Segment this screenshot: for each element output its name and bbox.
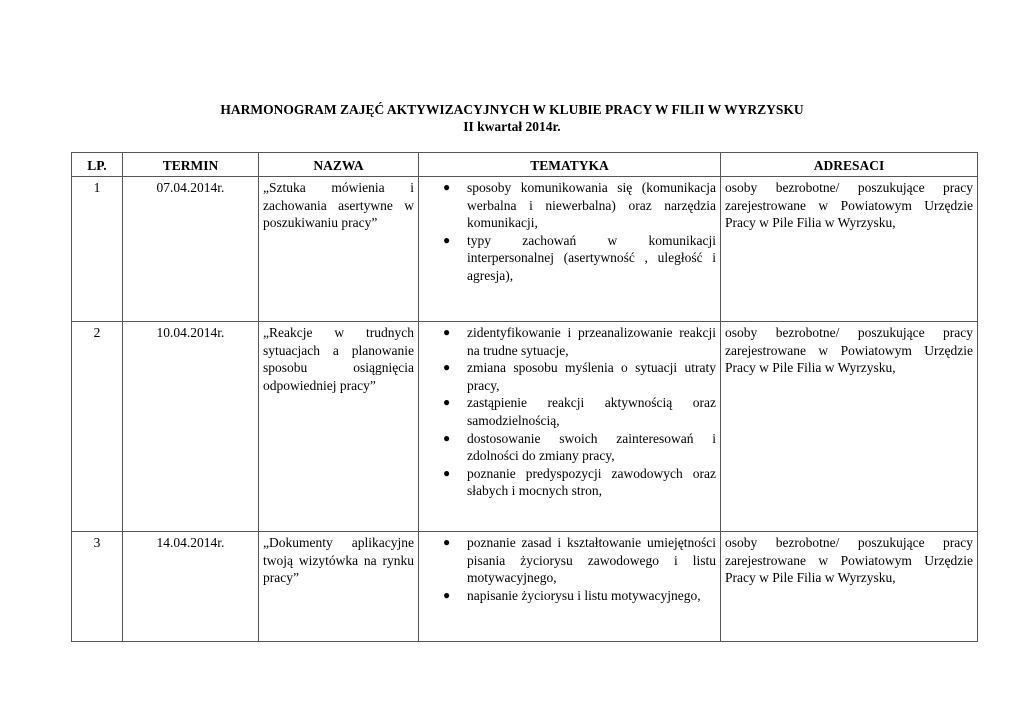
bullet-dot-icon: ●: [443, 360, 451, 375]
bullet-dot-icon: ●: [443, 232, 451, 247]
cell-nazwa: „Dokumenty aplikacyjne twoją wizytówka na rynku pracy”: [259, 532, 419, 642]
bullet-dot-icon: ●: [443, 535, 451, 549]
topic-item: ● sposoby komunikowania się (komunikacja werbalna i niewerbalna) oraz narzędzia komunikacji,: [443, 180, 716, 231]
topic-item: ● zastąpienie reakcji aktywnością oraz samodzielnością,: [443, 395, 716, 428]
bullet-dot-icon: ●: [443, 180, 451, 194]
cell-nazwa: „Reakcje w trudnych sytuacjach a planowanie sposobu osiągnięcia odpowiedniej pracy”: [259, 322, 419, 532]
cell-lp: 3: [72, 532, 123, 642]
bullet-dot-icon: ●: [443, 395, 451, 410]
topic-list: [423, 324, 716, 500]
cell-lp: 2: [72, 322, 123, 532]
topic-item: ● poznanie zasad i kształtowanie umiejętności pisania życiorysu zawodowego i listu motywacyjnego,: [443, 535, 716, 586]
cell-termin: 10.04.2014r.: [123, 322, 259, 532]
document-title: [0, 101, 1024, 135]
title-line-2: II kwartał 2014r.: [463, 119, 561, 134]
cell-nazwa: „Sztuka mówienia i zachowania asertywne w poszukiwaniu pracy”: [259, 177, 419, 322]
table-header-row: [72, 153, 978, 177]
topic-item: ● poznanie predyspozycji zawodowych oraz słabych i mocnych stron,: [443, 465, 716, 499]
topic-list: [423, 534, 716, 604]
cell-adresaci: osoby bezrobotne/ poszukujące pracy zarejestrowane w Powiatowym Urzędzie Pracy w Pile Filia w Wyrzysku,: [721, 532, 978, 642]
bullet-dot-icon: ●: [443, 587, 451, 602]
title-line-1: HARMONOGRAM ZAJĘĆ AKTYWIZACYJNYCH W KLUBIE PRACY W FILII W WYRZYSKU: [220, 102, 804, 117]
header-lp: LP.: [72, 153, 123, 177]
header-adresaci: ADRESACI: [721, 153, 978, 177]
cell-termin: 07.04.2014r.: [123, 177, 259, 322]
header-nazwa: NAZWA: [259, 153, 419, 177]
table-row: [72, 177, 978, 322]
cell-tematyka: [419, 322, 721, 532]
cell-tematyka: [419, 177, 721, 322]
cell-tematyka: [419, 532, 721, 642]
header-tematyka: TEMATYKA: [419, 153, 721, 177]
header-termin: TERMIN: [123, 153, 259, 177]
bullet-dot-icon: ●: [443, 430, 451, 445]
topic-item: ● napisanie życiorysu i listu motywacyjnego,: [443, 587, 701, 603]
cell-adresaci: osoby bezrobotne/ poszukujące pracy zarejestrowane w Powiatowym Urzędzie Pracy w Pile Filia w Wyrzysku,: [721, 322, 978, 532]
cell-lp: 1: [72, 177, 123, 322]
bullet-dot-icon: ●: [443, 465, 451, 480]
cell-termin: 14.04.2014r.: [123, 532, 259, 642]
topic-item: ● dostosowanie swoich zainteresowań i zdolności do zmiany pracy,: [443, 430, 716, 464]
topic-list: [423, 179, 716, 285]
topic-item: ● zidentyfikowanie i przeanalizowanie reakcji na trudne sytuacje,: [443, 325, 716, 358]
cell-adresaci: osoby bezrobotne/ poszukujące pracy zarejestrowane w Powiatowym Urzędzie Pracy w Pile Filia w Wyrzysku,: [721, 177, 978, 322]
table-row: [72, 322, 978, 532]
schedule-table: [71, 152, 978, 642]
table-row: [72, 532, 978, 642]
topic-item: ● typy zachowań w komunikacji interpersonalnej (asertywność , uległość i agresja),: [443, 232, 716, 283]
topic-item: ● zmiana sposobu myślenia o sytuacji utraty pracy,: [443, 360, 716, 393]
bullet-dot-icon: ●: [443, 325, 451, 339]
